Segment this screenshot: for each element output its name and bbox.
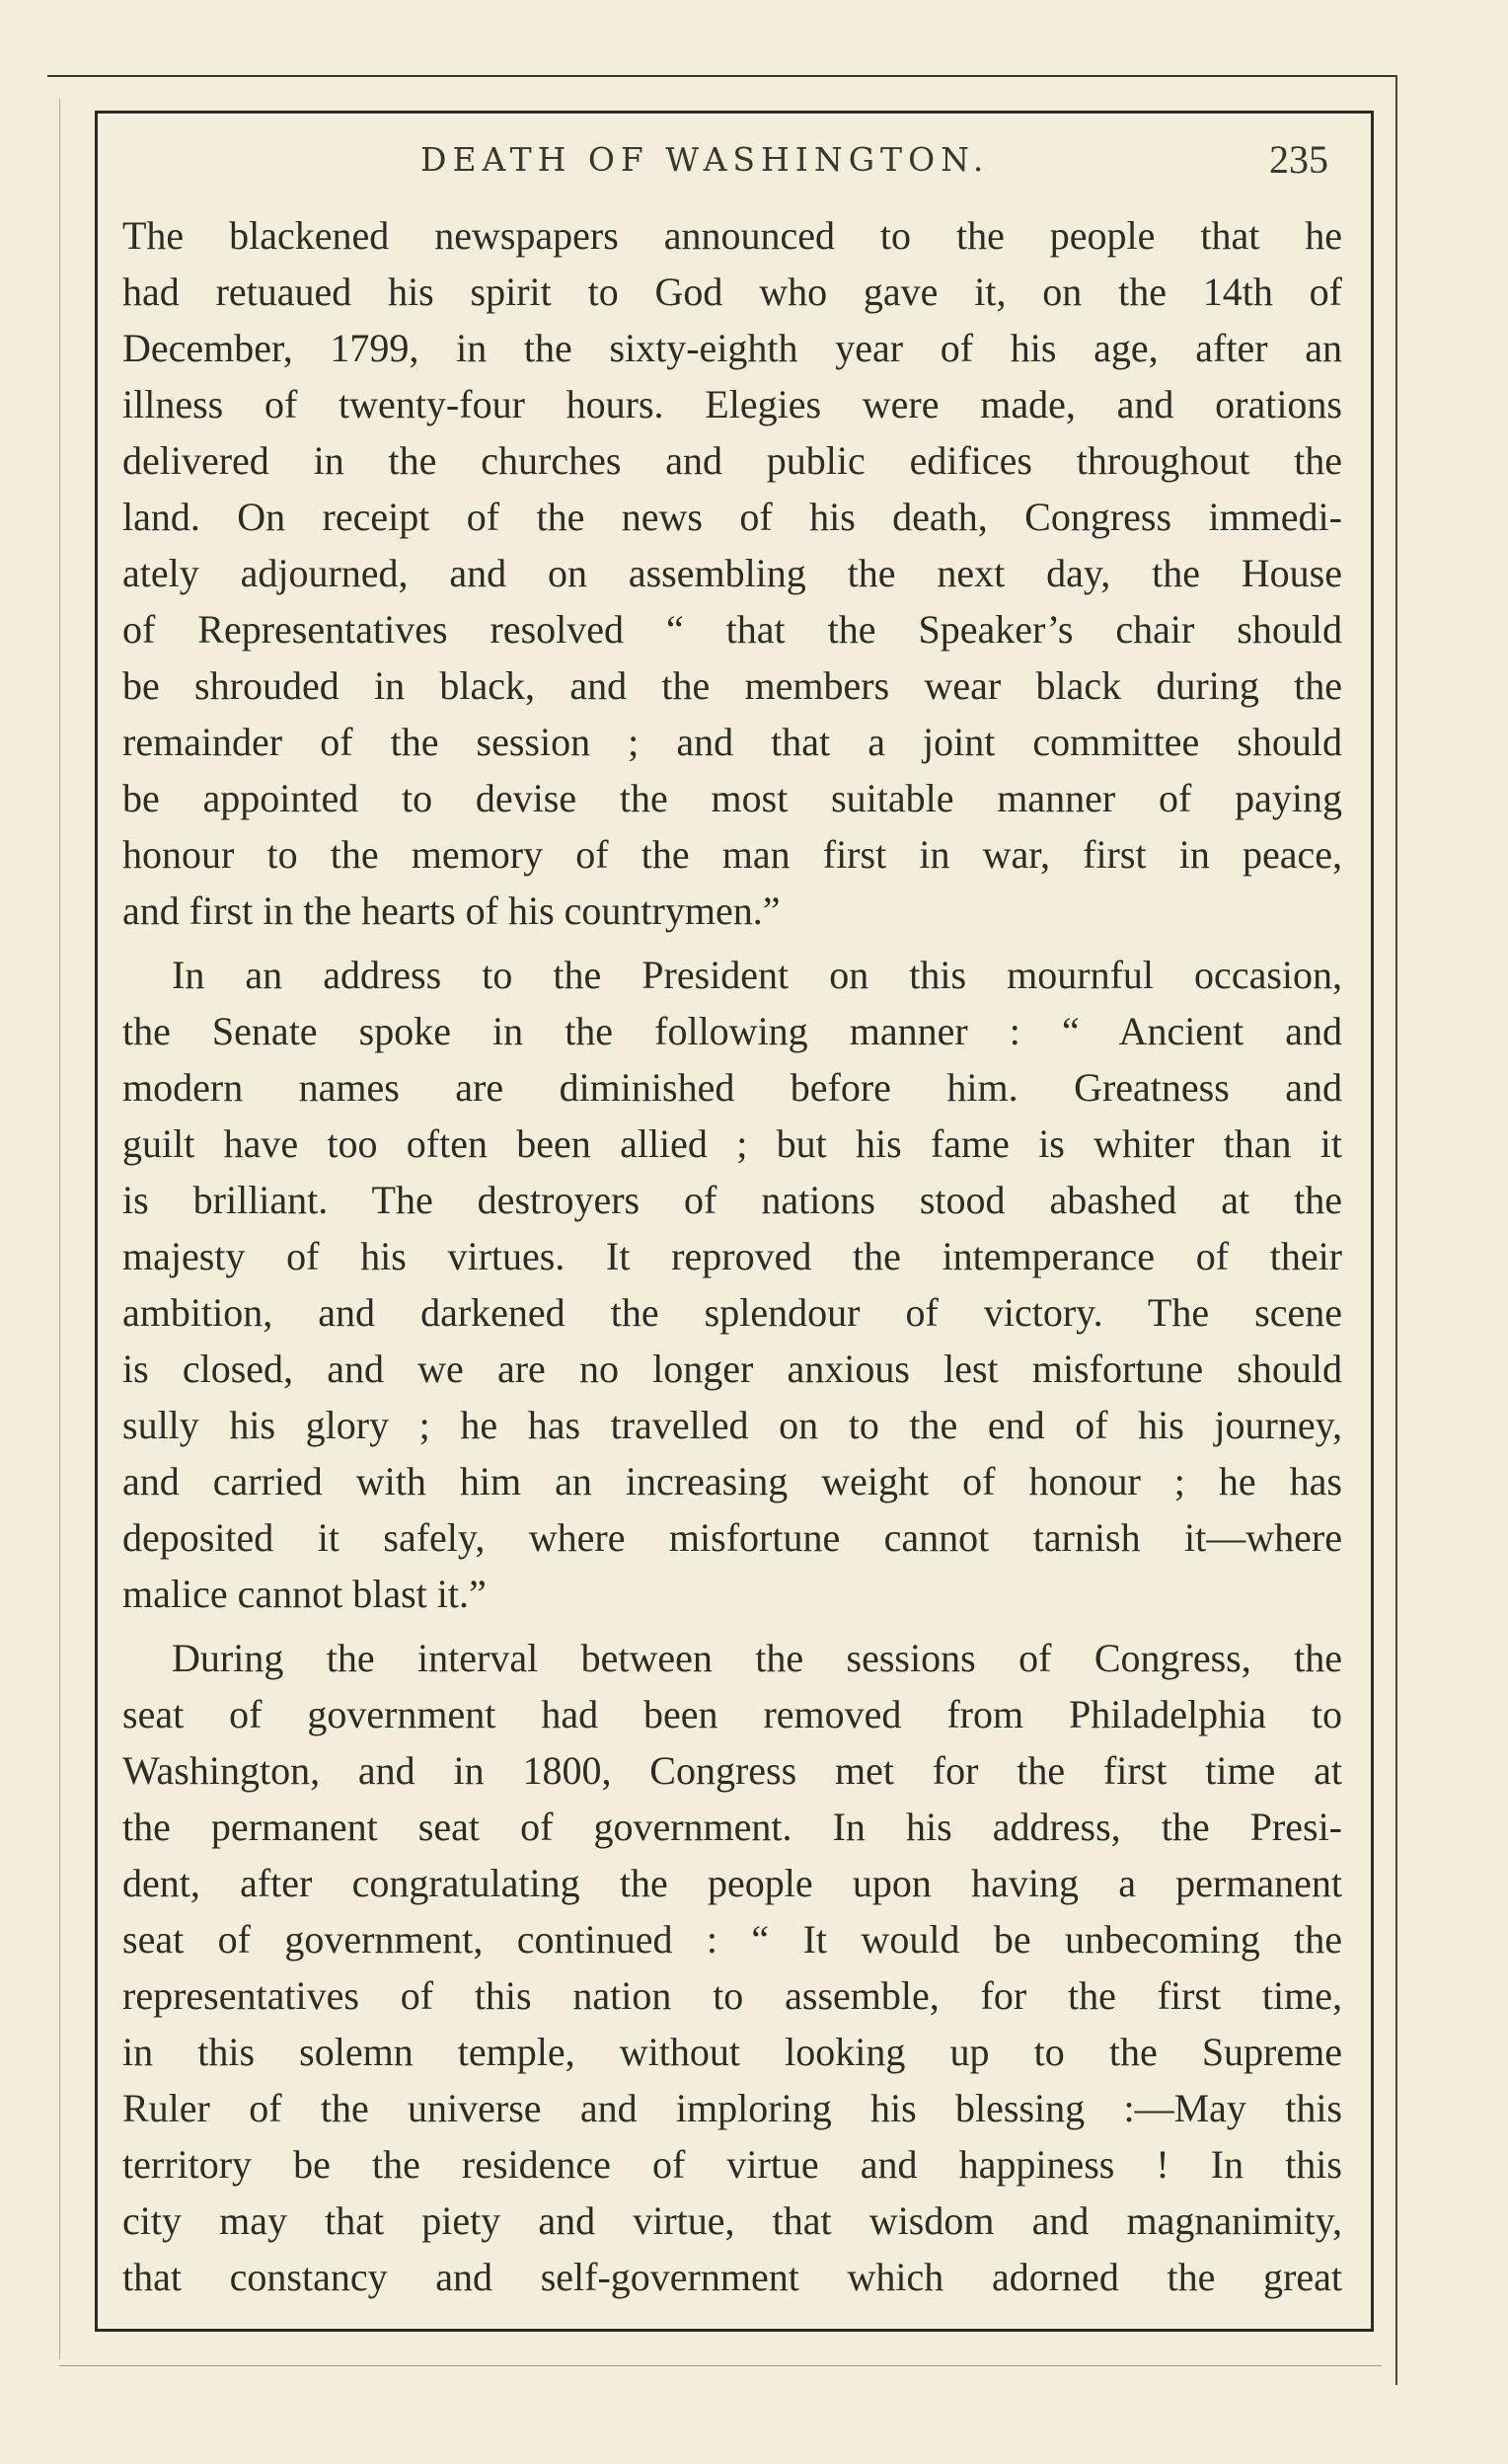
text-line: malice cannot blast it.” bbox=[122, 1572, 487, 1616]
text-line: that constancy and self-government which adorned the great bbox=[122, 2255, 1342, 2299]
text-line: The blackened newspapers announced to the people that he bbox=[122, 213, 1342, 258]
text-line: dent, after congratulating the people upon having a permanent bbox=[122, 1861, 1342, 1905]
page-number: 235 bbox=[1269, 137, 1328, 182]
text-line: is brilliant. The destroyers of nations stood abashed at the bbox=[122, 1178, 1342, 1222]
text-line: the permanent seat of government. In his address, the Presi- bbox=[122, 1805, 1342, 1849]
text-line: illness of twenty-four hours. Elegies were made, and orations bbox=[122, 382, 1342, 426]
text-line: and first in the hearts of his countrymen.” bbox=[122, 888, 781, 933]
text-line: Washington, and in 1800, Congress met for the first time at bbox=[122, 1748, 1342, 1793]
text-line: guilt have too often been allied ; but his fame is whiter than it bbox=[122, 1121, 1342, 1166]
text-line: land. On receipt of the news of his death, Congress immedi- bbox=[122, 495, 1342, 539]
text-line: honour to the memory of the man first in war, first in peace, bbox=[122, 832, 1342, 877]
text-line: be appointed to devise the most suitable manner of paying bbox=[122, 776, 1342, 820]
text-line: Ruler of the universe and imploring his blessing :—May this bbox=[122, 2086, 1342, 2130]
text-line: of Representatives resolved “ that the Speaker’s chair should bbox=[122, 607, 1342, 652]
text-line: and carried with him an increasing weight of honour ; he has bbox=[122, 1459, 1342, 1503]
text-line: remainder of the session ; and that a joint committee should bbox=[122, 720, 1342, 764]
text-line: city may that piety and virtue, that wisdom and magnanimity, bbox=[122, 2198, 1342, 2243]
text-line: the Senate spoke in the following manner : “ Ancient and bbox=[122, 1009, 1342, 1053]
text-line: sully his glory ; he has travelled on to the end of his journey, bbox=[122, 1403, 1342, 1447]
paragraph bbox=[122, 207, 1342, 939]
body-text bbox=[122, 207, 1342, 2305]
text-line: seat of government had been removed from Philadelphia to bbox=[122, 1692, 1342, 1736]
text-line: in this solemn temple, without looking up to the Supreme bbox=[122, 2030, 1342, 2074]
outer-right-rule bbox=[1395, 75, 1397, 2385]
text-line: territory be the residence of virtue and happiness ! In this bbox=[122, 2142, 1342, 2187]
text-line: seat of government, continued : “ It would be unbecoming the bbox=[122, 1917, 1342, 1962]
page-header bbox=[95, 136, 1328, 195]
text-line: be shrouded in black, and the members wear black during the bbox=[122, 663, 1342, 708]
text-line: ately adjourned, and on assembling the next day, the House bbox=[122, 551, 1342, 595]
text-line: modern names are diminished before him. Greatness and bbox=[122, 1065, 1342, 1110]
text-line: delivered in the churches and public edifices throughout the bbox=[122, 438, 1342, 483]
outer-bottom-rule bbox=[59, 2365, 1382, 2366]
paragraph bbox=[122, 1630, 1342, 2305]
running-head: DEATH OF WASHINGTON. bbox=[420, 140, 990, 179]
text-line: is closed, and we are no longer anxious lest misfortune should bbox=[122, 1347, 1342, 1391]
text-line: majesty of his virtues. It reproved the intemperance of their bbox=[122, 1234, 1342, 1278]
outer-left-rule bbox=[59, 99, 60, 2359]
text-line: In an address to the President on this mournful occasion, bbox=[172, 953, 1342, 997]
text-line: During the interval between the sessions of Congress, the bbox=[172, 1636, 1342, 1680]
text-line: ambition, and darkened the splendour of victory. The scene bbox=[122, 1290, 1342, 1335]
outer-top-rule bbox=[47, 75, 1397, 77]
text-line: representatives of this nation to assemble, for the first time, bbox=[122, 1973, 1342, 2018]
text-line: deposited it safely, where misfortune cannot tarnish it—where bbox=[122, 1515, 1342, 1560]
text-line: December, 1799, in the sixty-eighth year of his age, after an bbox=[122, 326, 1342, 370]
text-line: had retuaued his spirit to God who gave it, on the 14th of bbox=[122, 270, 1342, 314]
paragraph bbox=[122, 947, 1342, 1622]
